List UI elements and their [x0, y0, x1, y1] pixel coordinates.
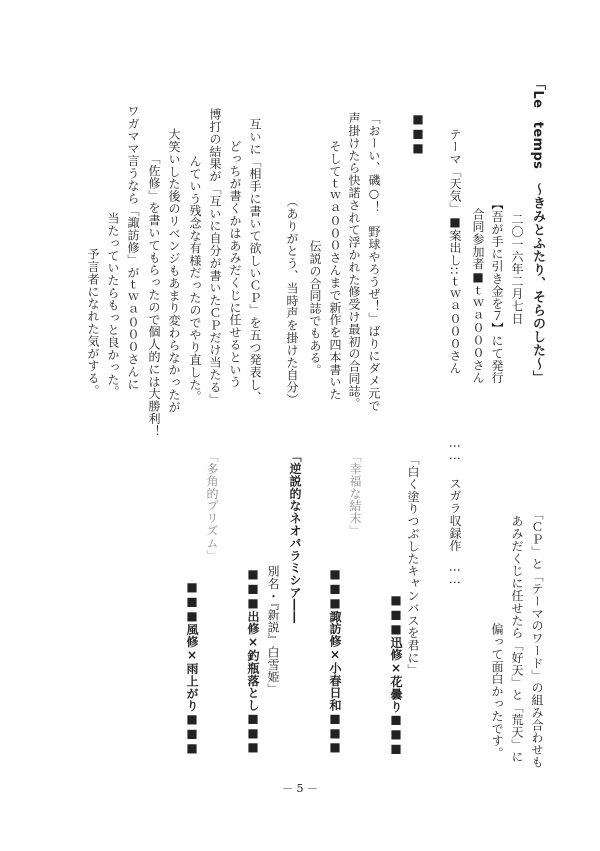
- participants: 合同参加者■ｔｗａ０００さん: [471, 208, 485, 384]
- body-line: 伝説の合同誌でもある。: [308, 240, 322, 377]
- theme: テーマ「天気」■案出し::ｔｗａ０００さん: [448, 128, 462, 375]
- work-title: 「多角的プリズム」: [205, 450, 219, 562]
- work-pairing: ■■■風修×雨上がり■■■: [185, 580, 199, 756]
- work-subtitle: 別名・『新説』白雪姫」: [266, 565, 280, 696]
- work-pairing: ■■■出修×釣瓶落とし■■■: [246, 567, 260, 755]
- document-title: 「Le temps ～きみとふたり、そらのした～」: [530, 77, 545, 384]
- published-in: 【吾が手に引き金を７】にて発行: [490, 198, 504, 384]
- work-pairing: ■■■諏訪修×小春日和■■■: [328, 567, 342, 755]
- body-line: 博打の結果が「互いに自分が書いたＣＰだけ当たる」: [208, 108, 222, 406]
- body-line: 「おーい、磯○！ 野球やろうぜ！」ばりにダメ元で: [367, 112, 381, 412]
- contents-heading: ⋮⋮ スガラ収録作 ⋮⋮: [448, 440, 462, 589]
- section-separator: ■■■: [411, 112, 425, 156]
- publication-date: 二〇一六年二月七日: [510, 213, 524, 325]
- note-line: 「ＣＰ」と「テーマのワード」の組み合わせも: [530, 508, 544, 769]
- work-title: 「幸福な結末」: [348, 450, 362, 537]
- work-pairing: ■■■迅修×花曇り■■■: [389, 593, 403, 756]
- body-line: 当たっていたらもっと良かった。: [106, 212, 120, 398]
- note-line: 偏って面白かったです。: [490, 623, 504, 760]
- note-line: あみだくじに任せたら「好天」と「荒天」に: [510, 515, 524, 763]
- body-line: どっちが書くかはあみだくじに任せるという: [228, 140, 242, 388]
- body-line: そしてｔｗａ０００さんまで新作を四本書いた: [328, 140, 342, 401]
- body-line: 「佐修」を書いてもらったので個人的には大勝利！: [147, 152, 161, 438]
- work-title: 「逆説的なネオパラミシア――: [288, 450, 302, 624]
- body-line: 互いに「相手に書いて欲しいＣＰ」を五つ発表し、: [248, 118, 262, 404]
- body-line: 大笑いした後のリベンジもあまり変わらなかったが: [167, 128, 181, 414]
- body-line: 声掛けたら快諾されて浮かれた修受け最初の合同誌。: [347, 112, 361, 410]
- work-title: 「白く塗りつぶしたキャンバスを君に」: [406, 453, 420, 677]
- body-line: 予言者になれた気がする。: [86, 248, 100, 397]
- body-line: （ありがとう、当時声を掛けた自分）: [285, 195, 299, 406]
- body-line: んていう残念な有様だったのでやり直した。: [188, 155, 202, 403]
- body-line: ワガママ言うなら「諏訪修」がｔｗａ０００さんに: [126, 105, 140, 391]
- page-number: － 5 －: [282, 782, 318, 795]
